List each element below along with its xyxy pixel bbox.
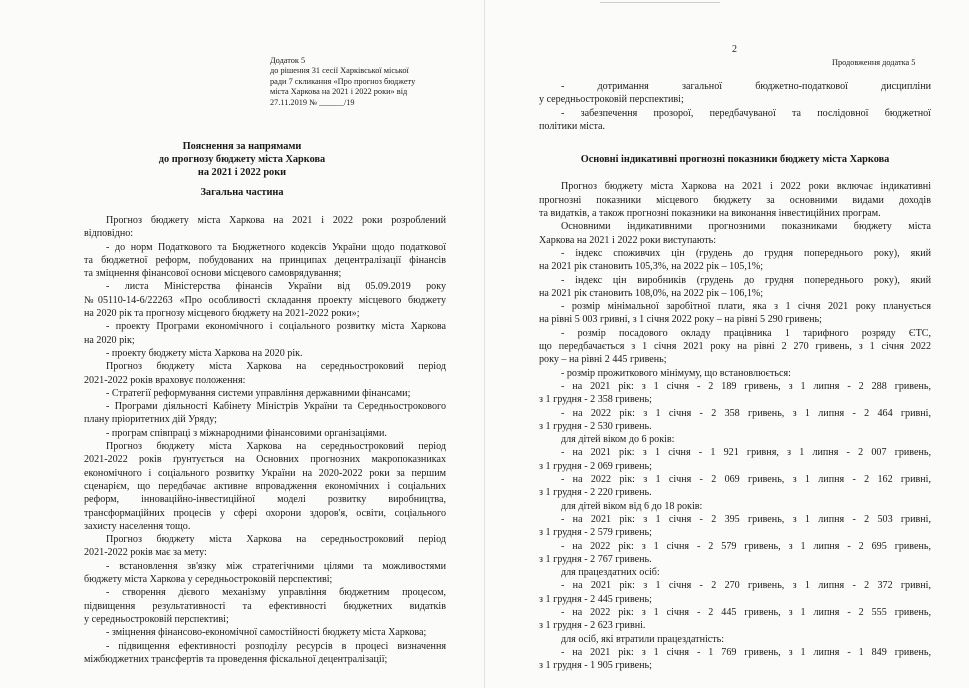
addendum-line: ради 7 скликання «Про прогноз бюджету: [270, 76, 416, 86]
text-line: - проекту бюджету міста Харкова на 2020 рік.: [106, 347, 303, 359]
text-line: - встановлення зв'язку між стратегічними цілями та можливостями: [106, 560, 446, 572]
text-line: для дітей віком від 6 до 18 років:: [561, 500, 703, 512]
text-line: - на 2021 рік: з 1 січня - 2 395 гривень, з 1 липня - 2 503 гривні,: [561, 513, 931, 525]
text-line: для осіб, які втратили працездатність:: [561, 633, 725, 645]
text-line: - на 2021 рік: з 1 січня - 1 769 гривень, з 1 липня - 1 849 гривень,: [561, 646, 931, 658]
text-line: - розмір мінімальної заробітної плати, яка з 1 січня 2021 року планується: [561, 301, 931, 313]
text-line: - на 2022 рік: з 1 січня - 2 445 гривень, з 1 липня - 2 555 гривень,: [561, 606, 931, 618]
title-line: до прогнозу бюджету міста Харкова: [158, 154, 326, 165]
text-line: з 1 грудня - 2 358 гривень;: [539, 394, 652, 406]
text-line: бюджету міста Харкова у середньостроковій перспективі;: [84, 574, 333, 586]
text-line: у середньостроковій перспективі;: [84, 613, 229, 625]
right-body-text: [539, 180, 931, 672]
title-line: Пояснення за напрямами: [182, 141, 302, 152]
text-line: - на 2021 рік: з 1 січня - 2 270 гривень, з 1 липня - 2 372 гривні,: [561, 580, 931, 592]
text-line: трансформаційних процесів у сфері охорони здоров'я, освіти, соціального: [84, 507, 446, 519]
text-line: що передбачається з 1 січня 2021 року на рівні 2 270 гривень, з 1 січня 2022: [539, 341, 931, 353]
text-line: Прогноз бюджету міста Харкова на середньостроковий період: [106, 441, 446, 453]
text-line: №05110-14-6/22263 «Про особливості складання проекту місцевого бюджету: [84, 294, 446, 306]
text-line: Прогноз бюджету міста Харкова на 2021 і 2022 роки включає індикативні: [561, 181, 931, 193]
text-line: - на 2022 рік: з 1 січня - 2 069 гривень, з 1 липня - 2 162 гривні,: [561, 474, 931, 486]
text-line: та видатків, а також прогнозні показники на виконання інвестиційних програм.: [539, 208, 881, 220]
text-line: з 1 грудня - 2 445 гривень;: [539, 593, 652, 605]
text-line: 2021-2022 років має за мету:: [84, 547, 207, 559]
text-line: - на 2022 рік: з 1 січня - 2 579 гривень, з 1 липня - 2 695 гривень,: [561, 540, 931, 552]
addendum-line: до рішення 31 сесії Харківської міської: [270, 66, 409, 76]
text-line: - на 2021 рік: з 1 січня - 2 189 гривень, з 1 липня - 2 288 гривень,: [561, 380, 931, 392]
text-line: на 2020 рік та прогнозу місцевого бюджету на 2021-2022 роки»;: [84, 308, 360, 320]
text-line: з 1 грудня - 2 069 гривень;: [539, 460, 652, 472]
text-line: - розмір посадового окладу працівника 1 тарифного розряду ЄТС,: [561, 327, 931, 339]
text-line: та бюджетної реформ, побудованих на принципах децентралізації фінансів: [84, 254, 446, 266]
text-line: - дотримання загальної бюджетно-податкової дисципліни: [561, 81, 931, 92]
text-line: - індекс споживчих цін (грудень до грудня попереднього року), який: [561, 247, 931, 259]
text-line: з 1 грудня - 2 220 гривень.: [539, 487, 652, 499]
page-number: 2: [732, 44, 737, 55]
text-line: Прогноз бюджету міста Харкова на середньостроковий період: [106, 534, 446, 546]
left-body-text: [84, 214, 446, 666]
text-line: з 1 грудня - 2 530 гривень.: [539, 420, 652, 432]
addendum-line: 27.11.2019 № ______/19: [270, 97, 355, 107]
right-top-text: [539, 80, 931, 133]
right-body: [539, 80, 931, 672]
text-line: захисту населення тощо.: [84, 520, 191, 532]
text-line: - Стратегії реформування системи управління державними фінансами;: [106, 387, 411, 399]
text-line: та зміцнення фінансової основи місцевого самоврядування;: [84, 268, 342, 280]
addendum-line: Додаток 5: [270, 56, 306, 65]
text-line: - до норм Податкового та Бюджетного кодексів України щодо податкової: [106, 241, 446, 253]
text-line: економічного і соціального розвитку України на 2020-2022 роки за першим: [84, 467, 446, 479]
text-line: - зміцнення фінансово-економічної самостійності бюджету міста Харкова;: [106, 627, 427, 639]
continuation-label: Продовження додатка 5: [832, 58, 916, 67]
text-line: - індекс цін виробників (грудень до грудня попереднього року), який: [561, 274, 931, 286]
text-line: - розмір прожиткового мінімуму, що встановлюється:: [561, 367, 791, 379]
addendum-block: [270, 56, 480, 108]
text-line: Прогноз бюджету міста Харкова на середньостроковий період: [106, 361, 446, 373]
text-line: відповідно:: [84, 228, 134, 240]
section-heading: Загальна частина: [200, 187, 284, 198]
text-line: політики міста.: [539, 120, 606, 132]
text-line: з 1 грудня - 2 767 гривень.: [539, 553, 652, 565]
text-line: року – на рівні 2 445 гривень;: [539, 354, 667, 366]
text-line: міжбюджетних трансфертів та проведення фіскальної децентралізації;: [84, 653, 388, 665]
indicators-heading: Основні індикативні прогнозні показники бюджету міста Харкова: [580, 154, 890, 166]
text-line: сценарієм, що передбачає активне впровадження економічних і соціальних: [84, 480, 446, 492]
document-title: [0, 140, 484, 179]
text-line: Харкова на 2021 і 2022 роки виступають:: [539, 234, 717, 246]
text-line: для працездатних осіб:: [561, 567, 660, 579]
text-line: - проекту Програми економічного і соціального розвитку міста Харкова: [106, 321, 446, 333]
text-line: Прогноз бюджету міста Харкова на 2021 і 2022 роки розроблений: [106, 215, 446, 226]
text-line: реформ, інноваційно-інвестиційної моделі розвитку виробництва,: [84, 494, 446, 506]
text-line: для дітей віком до 6 років:: [561, 434, 675, 446]
text-line: 2021-2022 років ґрунтується на Основних прогнозних макропоказниках: [84, 454, 446, 466]
text-line: - на 2021 рік: з 1 січня - 1 921 гривня, з 1 липня - 2 007 гривень,: [561, 447, 931, 459]
title-line: на 2021 і 2022 роки: [197, 167, 287, 178]
addendum-line: міста Харкова на 2021 і 2022 роки» від: [270, 87, 408, 97]
text-line: Основними індикативними прогнозними показниками бюджету міста: [561, 221, 931, 233]
text-line: на 2021 рік становить 108,0%, на 2022 рік – 106,1%;: [539, 287, 764, 299]
text-line: на рівні 5 003 гривні, з 1 січня 2022 року – на рівні 5 290 гривень;: [539, 314, 822, 326]
text-line: на 2020 рік;: [84, 334, 135, 346]
text-line: 2021-2022 років враховує положення:: [84, 374, 246, 386]
text-line: з 1 грудня - 2 579 гривень;: [539, 527, 652, 539]
text-line: на 2021 рік становить 105,3%, на 2022 рік – 105,1%;: [539, 261, 764, 273]
text-line: з 1 грудня - 2 623 гривні.: [539, 620, 646, 632]
text-line: - забезпечення прозорої, передбачуваної та послідовної бюджетної: [561, 107, 931, 119]
text-line: у середньостроковій перспективі;: [539, 94, 684, 106]
text-line: - листа Міністерства фінансів України від 05.09.2019 року: [106, 281, 446, 293]
scan-edge-line: [600, 2, 720, 3]
text-line: плану пріоритетних дій Уряду;: [84, 414, 217, 426]
text-line: - програм співпраці з міжнародними фінансовими організаціями.: [106, 427, 387, 439]
text-line: - підвищення ефективності розподілу ресурсів в процесі визначення: [106, 640, 446, 652]
text-line: - створення дієвого механізму управління бюджетним процесом,: [106, 587, 446, 599]
text-line: - на 2022 рік: з 1 січня - 2 358 гривень, з 1 липня - 2 464 гривні,: [561, 407, 931, 419]
text-line: прогнозні показники місцевого бюджету за основними видами доходів: [539, 194, 931, 206]
text-line: з 1 грудня - 1 905 гривень;: [539, 660, 652, 672]
text-line: - Програми діяльності Кабінету Міністрів України та Середньострокового: [106, 401, 446, 413]
text-line: підвищення результативності та ефективності бюджетних видатків: [84, 600, 446, 612]
